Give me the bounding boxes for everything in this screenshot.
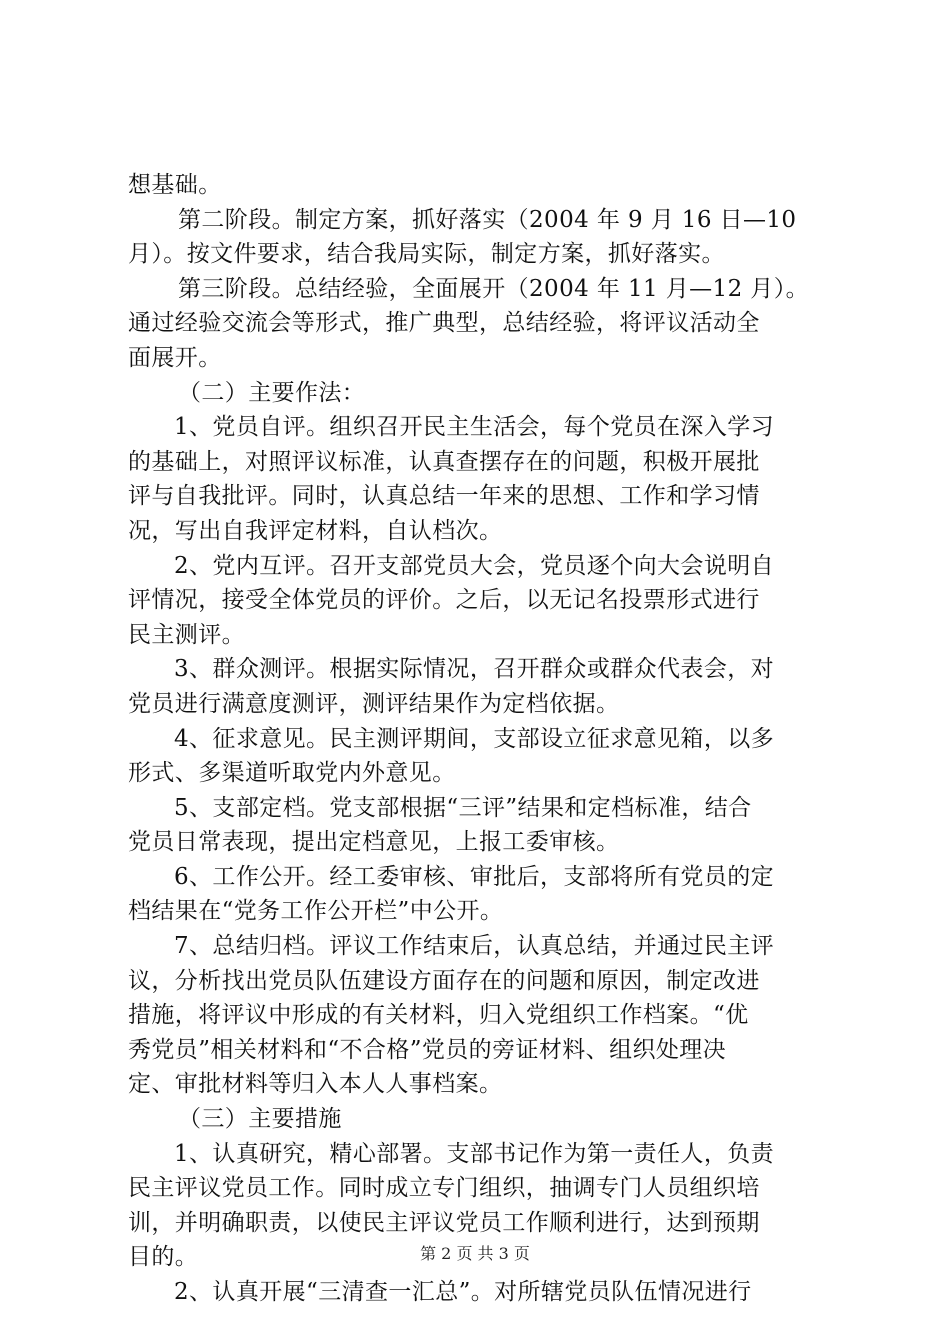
text-line: 想基础。 xyxy=(128,172,222,198)
text-line: 议，分析找出党员队伍建设方面存在的问题和原因，制定改进 xyxy=(128,967,760,994)
text-line: 4、征求意见。民主测评期间，支部设立征求意见箱，以多 xyxy=(174,725,775,752)
text-line: 7、总结归档。评议工作结束后，认真总结，并通过民主评 xyxy=(174,933,775,960)
text-line: 档结果在“党务工作公开栏”中公开。 xyxy=(128,898,504,925)
text-line: 党员进行满意度测评，测评结果作为定档依据。 xyxy=(128,690,620,717)
text-line: 面展开。 xyxy=(128,344,222,371)
text-line: 党员日常表现，提出定档意见，上报工委审核。 xyxy=(128,829,620,856)
text-line: 民主测评。 xyxy=(128,621,245,648)
text-line: 5、支部定档。党支部根据“三评”结果和定档标准，结合 xyxy=(174,794,752,821)
text-line: 定、审批材料等归入本人人事档案。 xyxy=(128,1071,503,1098)
text-line: 措施，将评议中形成的有关材料，归入党组织工作档案。“优 xyxy=(128,1002,749,1029)
text-line: 第二阶段。制定方案，抓好落实（2004 年 9 月 16 日—10 xyxy=(178,206,797,233)
text-line: 秀党员”相关材料和“不合格”党员的旁证材料、组织处理决 xyxy=(128,1036,727,1063)
text-line: 民主评议党员工作。同时成立专门组织，抽调专门人员组织培 xyxy=(128,1175,760,1202)
text-line: （三）主要措施 xyxy=(178,1106,342,1133)
text-line: 况，写出自我评定材料，自认档次。 xyxy=(128,517,503,544)
document-body xyxy=(128,168,832,1310)
text-line: （二）主要作法： xyxy=(178,379,366,406)
text-line: 形式、多渠道听取党内外意见。 xyxy=(128,760,456,787)
text-line: 2、党内互评。召开支部党员大会，党员逐个向大会说明自 xyxy=(174,552,775,579)
page-footer: 第 2 页 共 3 页 xyxy=(420,1244,530,1263)
text-line: 1、认真研究，精心部署。支部书记作为第一责任人，负责 xyxy=(174,1140,775,1167)
text-line: 2、认真开展“三清查一汇总”。对所辖党员队伍情况进行 xyxy=(174,1279,752,1305)
text-line: 第三阶段。总结经验，全面展开（2004 年 11 月—12 月）。 xyxy=(178,275,810,302)
text-line: 6、工作公开。经工委审核、审批后，支部将所有党员的定 xyxy=(174,863,775,890)
text-line: 通过经验交流会等形式，推广典型，总结经验，将评议活动全 xyxy=(128,310,760,337)
text-line: 训，并明确职责，以使民主评议党员工作顺利进行，达到预期 xyxy=(128,1209,760,1236)
text-line: 月）。按文件要求，结合我局实际，制定方案，抓好落实。 xyxy=(128,241,725,268)
text-line: 评与自我批评。同时，认真总结一年来的思想、工作和学习情 xyxy=(128,483,760,510)
text-line: 目的。 xyxy=(128,1244,199,1271)
text-line: 的基础上，对照评议标准，认真查摆存在的问题，积极开展批 xyxy=(128,448,760,475)
text-line: 3、群众测评。根据实际情况，召开群众或群众代表会，对 xyxy=(174,656,775,683)
text-line: 1、党员自评。组织召开民主生活会，每个党员在深入学习 xyxy=(174,414,775,441)
text-line: 评情况，接受全体党员的评价。之后，以无记名投票形式进行 xyxy=(128,587,760,614)
